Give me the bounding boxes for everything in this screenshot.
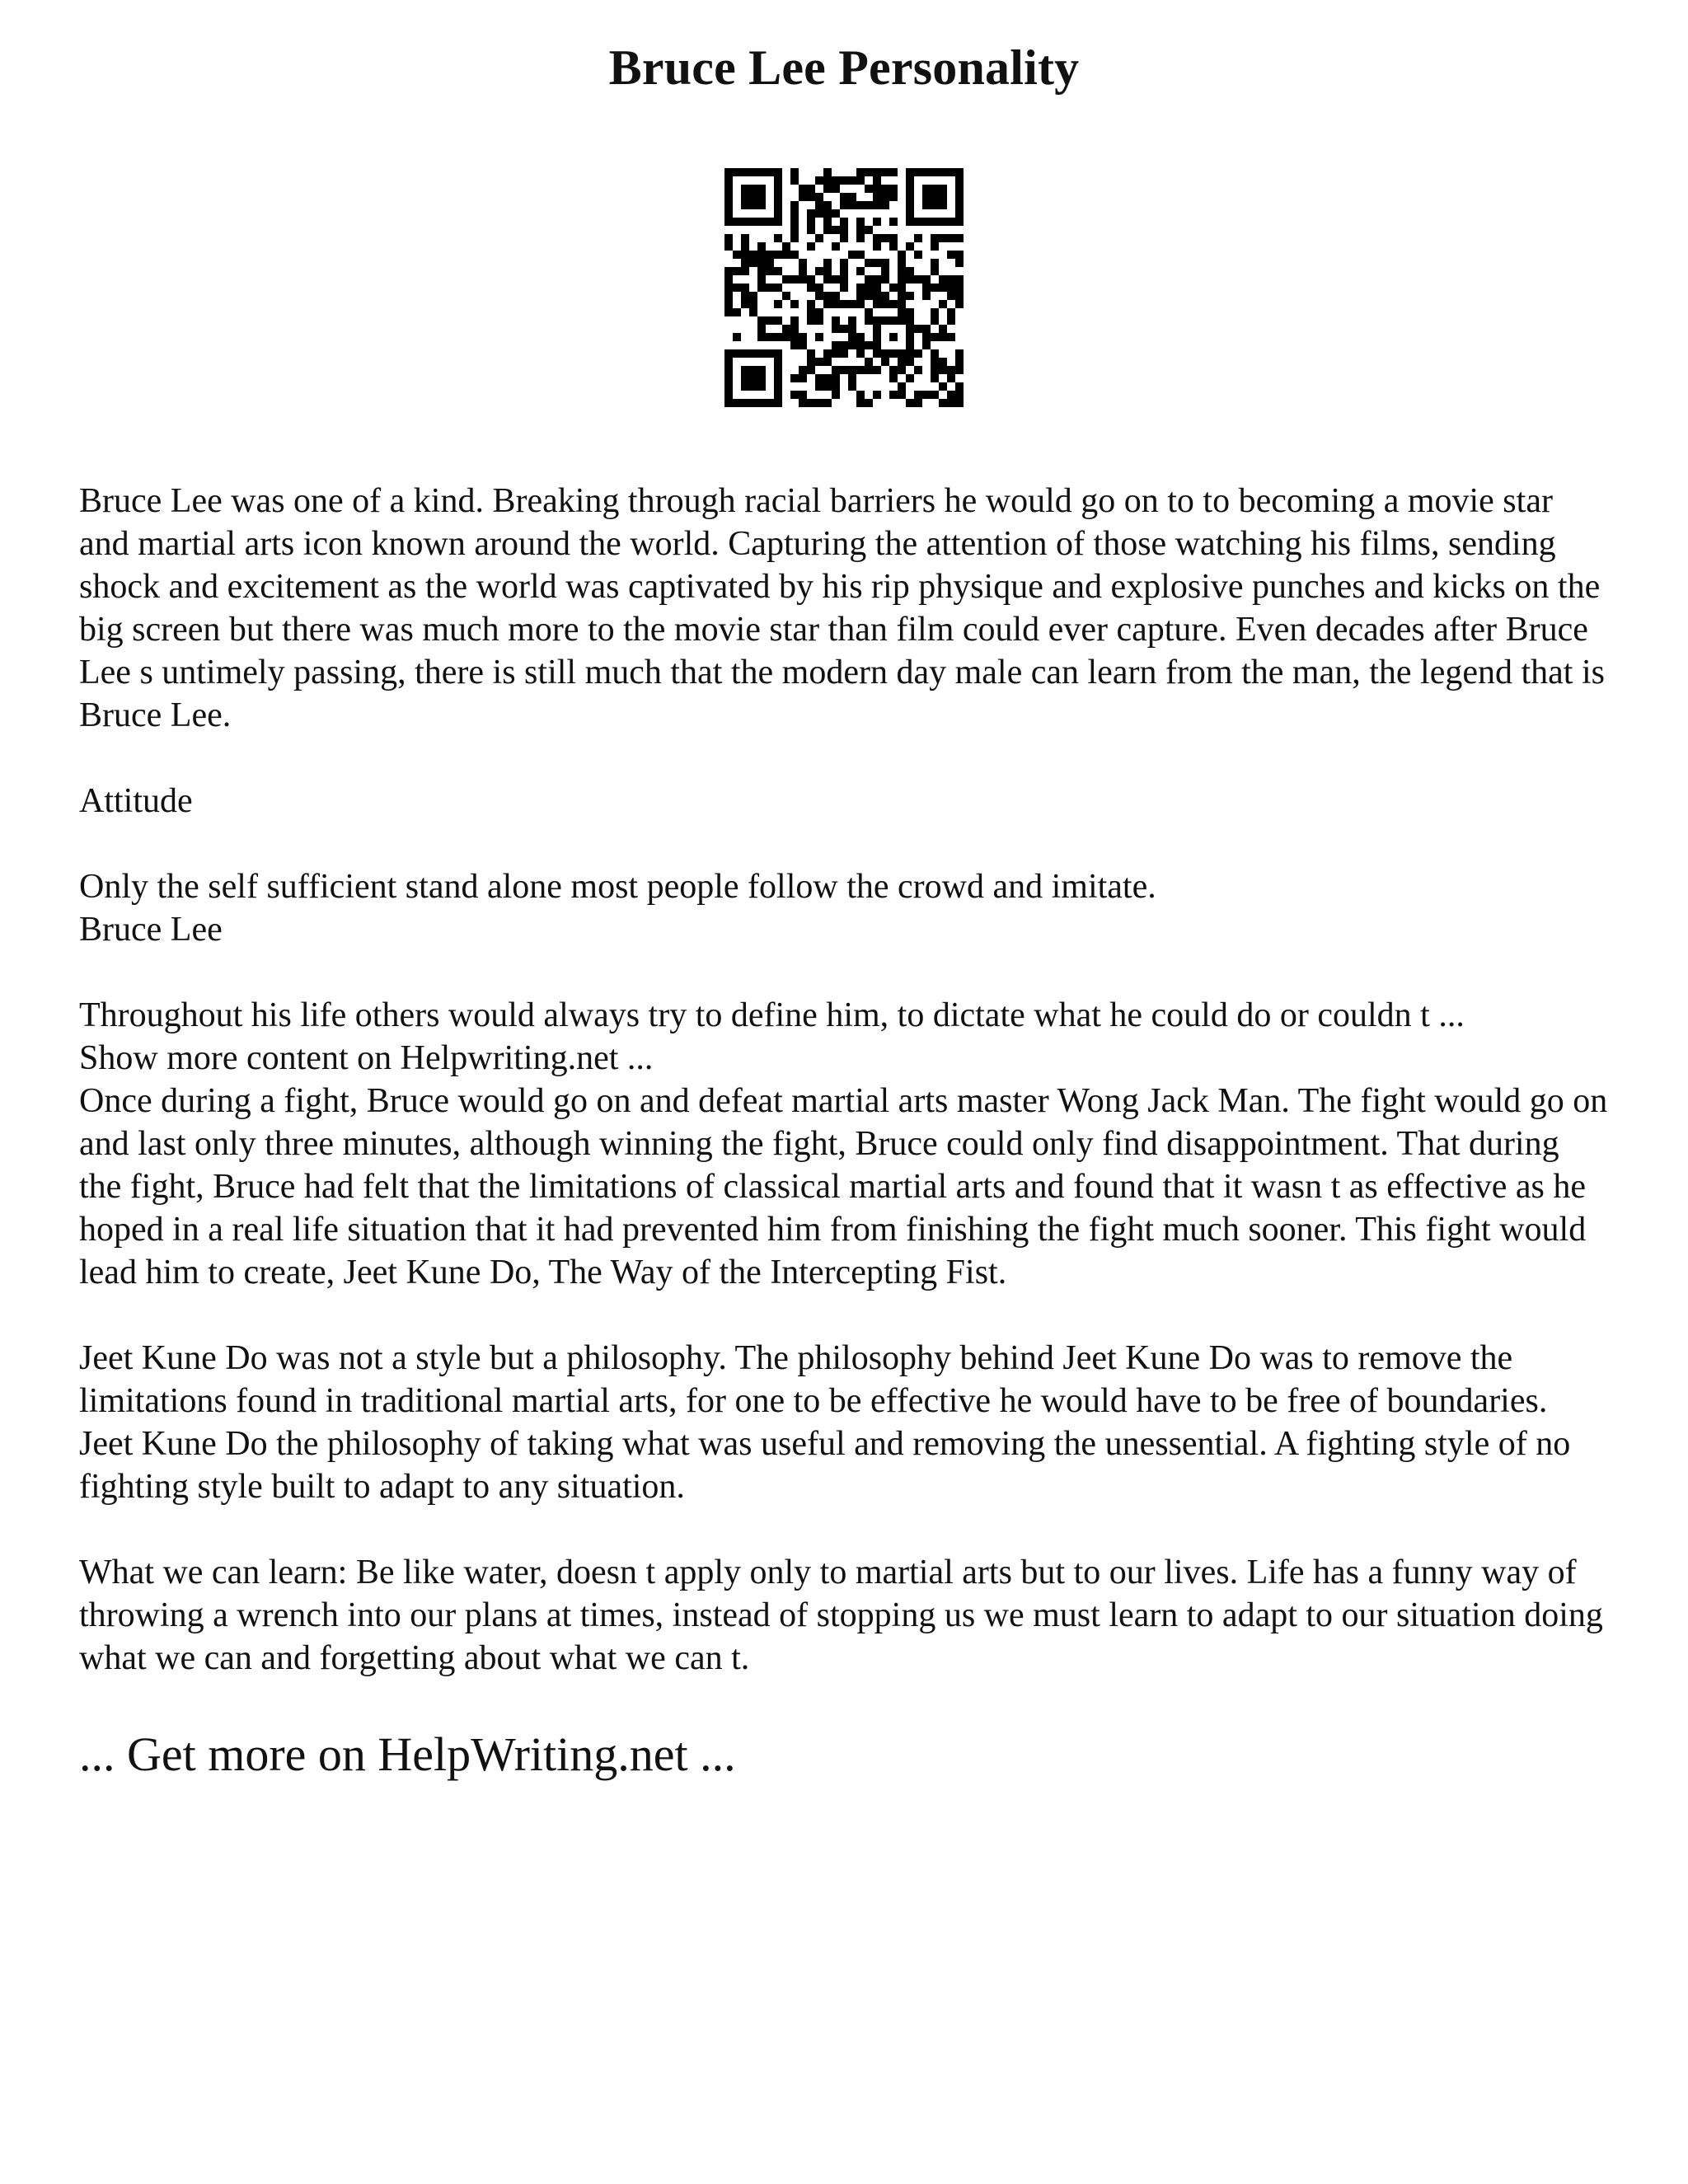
section-heading-attitude: Attitude <box>79 782 193 820</box>
get-more-link[interactable]: ... Get more on HelpWriting.net ... <box>79 1727 736 1781</box>
page-title: Bruce Lee Personality <box>608 40 1080 95</box>
article-body <box>79 480 1609 1783</box>
jkd-paragraph: Jeet Kune Do was not a style but a philosophy. The philosophy behind Jeet Kune Do was to remove the limitations found in traditional martial arts, for one to be effective he would have to be free of boundaries. Jeet Kune Do the philosophy of taking what was useful and removing the unessential. A fighting style of no fighting style built to adapt to any situation. <box>79 1339 1571 1506</box>
show-more-link[interactable]: Show more content on Helpwriting.net ... <box>79 1039 654 1077</box>
quote-author: Bruce Lee <box>79 911 223 949</box>
intro-paragraph: Bruce Lee was one of a kind. Breaking through racial barriers he would go on to to becoming a movie star and martial arts icon known around the world. Capturing the attention of those watching his films, sending shock and excitement as the world was captivated by his rip physique and explosive punches and kicks on the big screen but there was much more to the movie star than film could ever capture. Even decades after Bruce Lee s untimely passing, there is still much that the modern day male can learn from the man, the legend that is Bruce Lee. <box>79 482 1605 734</box>
learn-paragraph: What we can learn: Be like water, doesn t apply only to martial arts but to our lives. Life has a funny way of throwing a wrench into our plans at times, instead of stopping us we must learn to adapt to our situation doing what we can and forgetting about what we can t. <box>79 1554 1603 1677</box>
define-paragraph: Throughout his life others would always try to define him, to dictate what he could do or couldn t ... <box>79 996 1465 1034</box>
qr-code-container <box>79 168 1609 407</box>
quote-text: Only the self sufficient stand alone most people follow the crowd and imitate. <box>79 868 1156 906</box>
fight-paragraph: Once during a fight, Bruce would go on and defeat martial arts master Wong Jack Man. The fight would go on and last only three minutes, although winning the fight, Bruce could only find disappointment. That during the fight, Bruce had felt that the limitations of classical martial arts and found that it wasn t as effective as he hoped in a real life situation that it had prevented him from finishing the fight much sooner. This fight would lead him to create, Jeet Kune Do, The Way of the Intercepting Fist. <box>79 1082 1608 1291</box>
qr-code-icon <box>724 168 964 407</box>
